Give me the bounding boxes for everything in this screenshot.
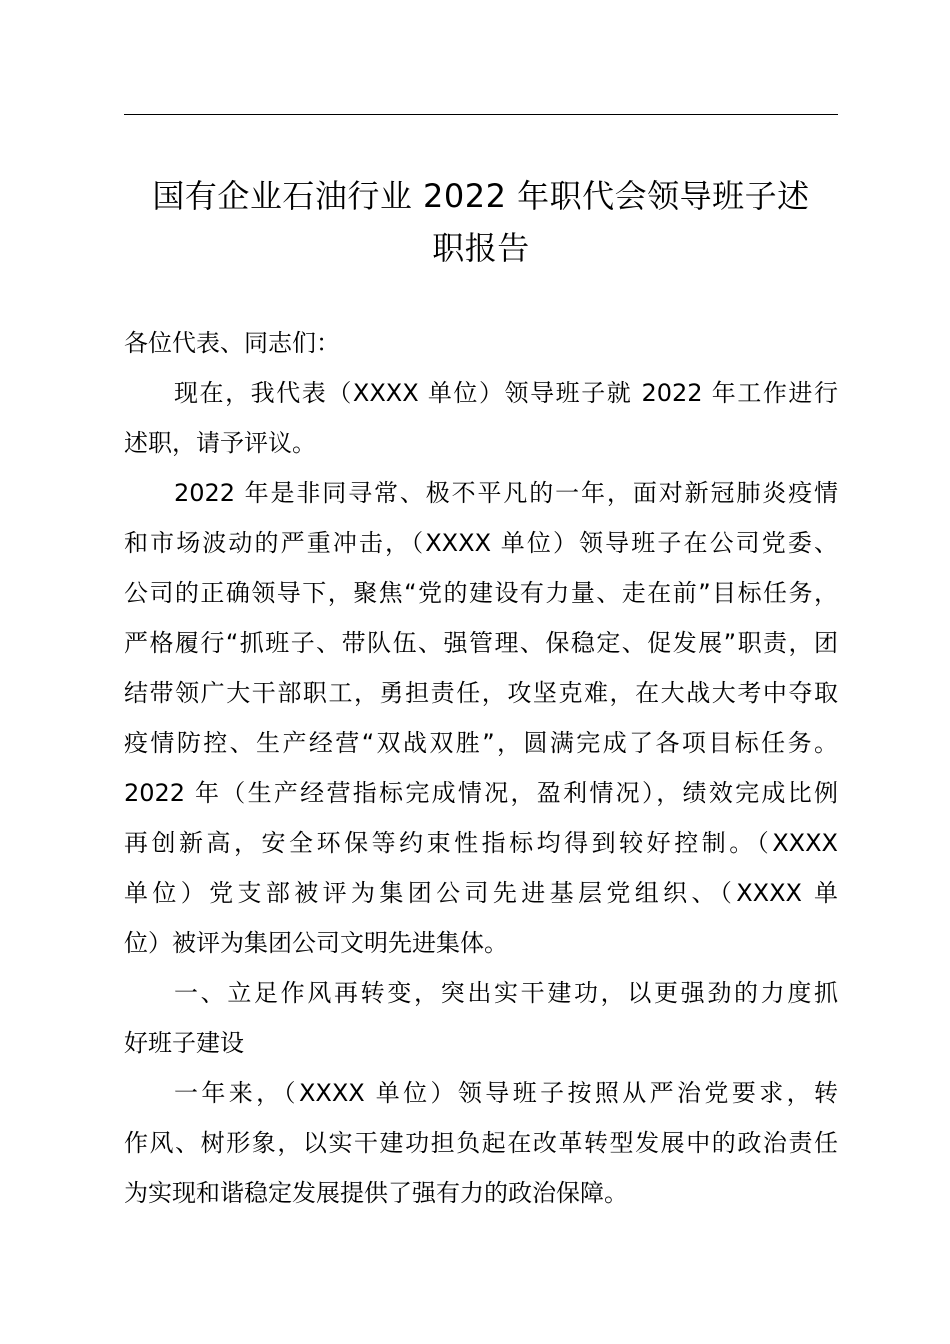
paragraph-line: 述职，请予评议。 xyxy=(124,429,316,457)
header-rule xyxy=(124,114,838,115)
title-line-1: 国有企业石油行业 2022 年职代会领导班子述 xyxy=(152,177,810,215)
paragraph-line: 一年来，（XXXX 单位）领导班子按照从严治党要求，转 xyxy=(174,1079,838,1107)
paragraph-line: 疫情防控、生产经营“双战双胜”，圆满完成了各项目标任务。 xyxy=(124,729,838,757)
paragraph-line: 公司的正确领导下，聚焦“党的建设有力量、走在前”目标任务， xyxy=(124,579,838,607)
salutation: 各位代表、同志们： xyxy=(124,329,340,357)
section-heading-line: 一、立足作风再转变，突出实干建功，以更强劲的力度抓 xyxy=(174,979,838,1007)
paragraph-line: 作风、树形象，以实干建功担负起在改革转型发展中的政治责任 xyxy=(124,1129,838,1157)
paragraph-line: 现在，我代表（XXXX 单位）领导班子就 2022 年工作进行 xyxy=(174,379,838,407)
paragraph-line: 严格履行“抓班子、带队伍、强管理、保稳定、促发展”职责，团 xyxy=(124,629,838,657)
paragraph-line: 结带领广大干部职工，勇担责任，攻坚克难，在大战大考中夺取 xyxy=(124,679,838,707)
paragraph-line: 为实现和谐稳定发展提供了强有力的政治保障。 xyxy=(124,1179,628,1207)
document-body xyxy=(124,318,838,1218)
title-line-2: 职报告 xyxy=(432,229,530,267)
paragraph-line: 2022 年是非同寻常、极不平凡的一年，面对新冠肺炎疫情 xyxy=(174,479,838,507)
paragraph-line: 位）被评为集团公司文明先进集体。 xyxy=(124,929,508,957)
paragraph-line: 和市场波动的严重冲击，（XXXX 单位）领导班子在公司党委、 xyxy=(124,529,838,557)
paragraph-line: 2022 年（生产经营指标完成情况，盈利情况），绩效完成比例 xyxy=(124,779,838,807)
paragraph-line: 再创新高，安全环保等约束性指标均得到较好控制。（XXXX xyxy=(124,829,838,857)
section-heading-line: 好班子建设 xyxy=(124,1029,244,1057)
document-title xyxy=(124,170,838,274)
paragraph-line: 单位）党支部被评为集团公司先进基层党组织、（XXXX 单 xyxy=(124,879,838,907)
